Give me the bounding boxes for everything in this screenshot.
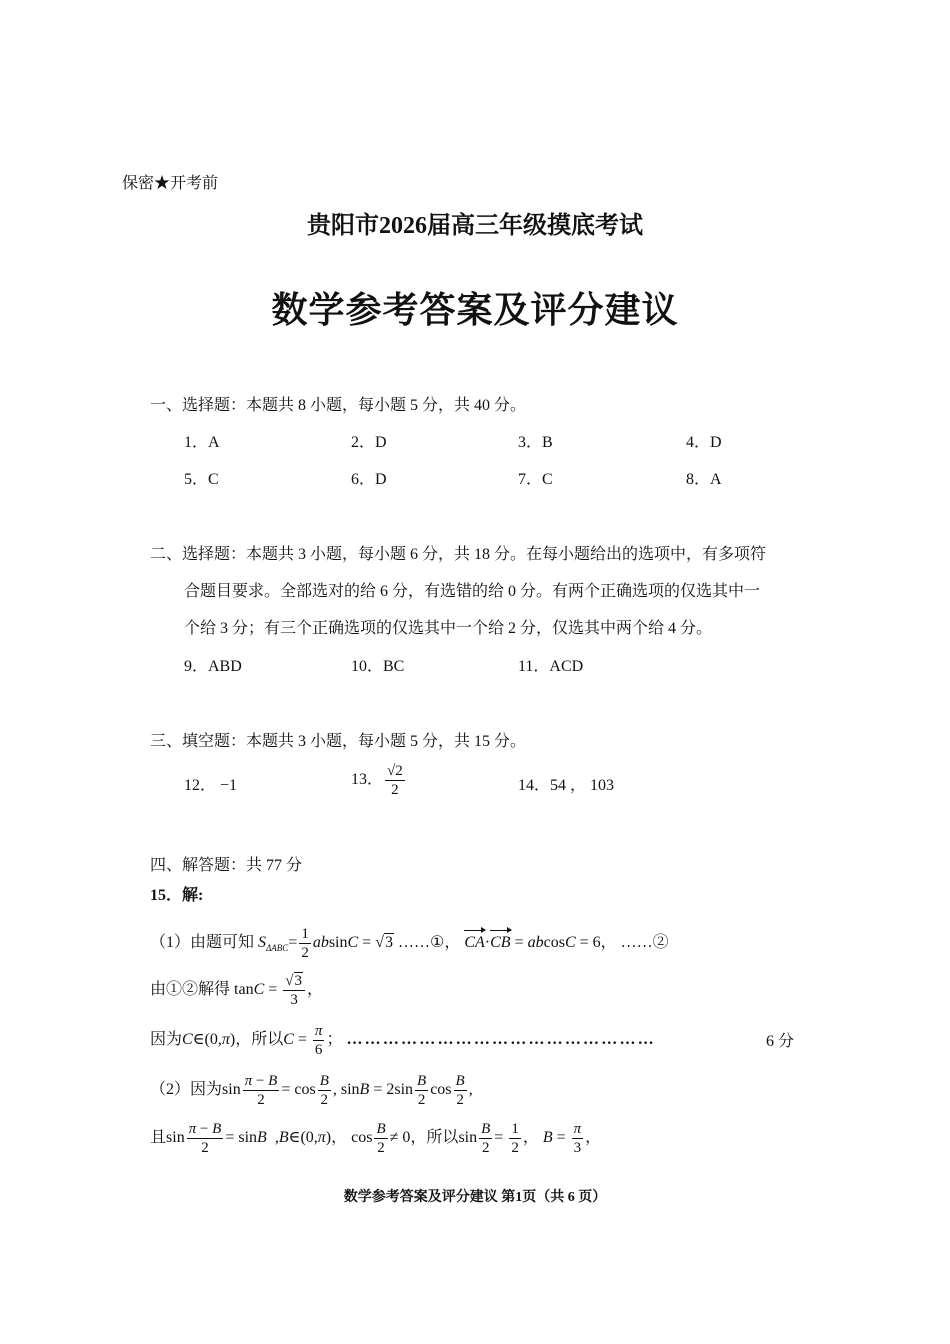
answer-item: 10．BC <box>351 658 405 675</box>
answer-item <box>351 762 407 799</box>
q13-denominator: 2 <box>391 782 399 798</box>
line-text: 因为 <box>150 1031 183 1049</box>
solution-line-2: 由①②解得 tanC = $\frac{√3}{3}$ ， <box>150 973 324 1008</box>
answer-item <box>184 776 237 796</box>
exam-title: 贵阳市2026届高三年级摸底考试 <box>307 213 643 239</box>
page-footer: 数学参考答案及评分建议 第1页（共 6 页） <box>343 1190 607 1205</box>
section2-heading-cont: 合题目要求。全部选对的给 6 分，有选错的给 0 分。有两个正确选项的仅选其中一 <box>184 583 761 600</box>
section2-heading: 二、选择题：本题共 3 小题，每小题 6 分，共 18 分。在每小题给出的选项中，有多项符 <box>150 546 767 563</box>
line-text: 且 <box>150 1129 167 1147</box>
line-text: ，所以 <box>235 1031 284 1049</box>
confidential-label: 保密★开考前 <box>122 175 219 192</box>
answer-item: 4．D <box>686 434 722 451</box>
q15-label: 15．解: <box>150 887 204 904</box>
section3-heading: 三、填空题：本题共 3 小题，每小题 5 分，共 15 分。 <box>150 733 527 750</box>
answer-item: 2．D <box>351 434 387 451</box>
q13-fraction <box>385 762 405 799</box>
answer-item: 7．C <box>518 471 553 488</box>
answer-item: 1．A <box>184 434 220 451</box>
solution-line-4: （2）因为sin $\frac{\pi - B}{2}$ = cos $\frac{B}{2}$ , sinB = 2sin $\frac{B}{2}$ cos $\frac{B}{2}$ , <box>150 1073 473 1108</box>
equation-marker-2: ……② <box>620 934 669 952</box>
answer-item: 6．D <box>351 471 387 488</box>
answer-item: 9．ABD <box>184 658 242 675</box>
q12-label: 12． <box>184 777 217 794</box>
answer-item: 14．54 ， 103 <box>518 777 615 794</box>
section4-heading: 四、解答题：共 77 分 <box>150 857 303 874</box>
document-title: 数学参考答案及评分建议 <box>271 290 679 330</box>
line-text: （1）由题可知 <box>150 934 255 952</box>
line-text: （2）因为 <box>150 1081 223 1099</box>
line-text: ，所以 <box>410 1129 459 1147</box>
line-text: 由①②解得 <box>150 981 231 999</box>
solution-line-3: 因为C∈(0,π)，所以C = $\frac{\pi}{6}$ ； …………………………………………… <box>150 1023 656 1058</box>
score-mark: 6 分 <box>766 1033 795 1050</box>
answer-item: 11．ACD <box>518 658 584 675</box>
q13-label: 13． <box>351 771 384 789</box>
answer-item: 3．B <box>518 434 553 451</box>
solution-line-5: 且sin $\frac{\pi - B}{2}$ = sinB ,B∈(0,π)， cos $\frac{B}{2}$ ≠ 0，所以sin $\frac{B}{2}$ = $\frac{1}{2}$ ， B = $\frac{\pi}{3}$ ， <box>150 1121 602 1156</box>
q12-answer: −1 <box>220 777 238 794</box>
section1-heading: 一、选择题：本题共 8 小题，每小题 5 分，共 40 分。 <box>150 397 527 414</box>
q13-numerator: √2 <box>387 763 403 779</box>
equation-marker-1: ……①， <box>397 934 461 952</box>
answer-item: 8．A <box>686 471 722 488</box>
section2-heading-cont: 个给 3 分；有三个正确选项的仅选其中一个给 2 分，仅选其中两个给 4 分。 <box>184 620 713 637</box>
solution-line-1: （1）由题可知 $S_{\Delta ABC}=$ $\frac{1}{2}$ absinC = √3 ……①， CA·CB = abcosC = 6， ……② <box>150 926 669 961</box>
answer-item: 5．C <box>184 471 219 488</box>
